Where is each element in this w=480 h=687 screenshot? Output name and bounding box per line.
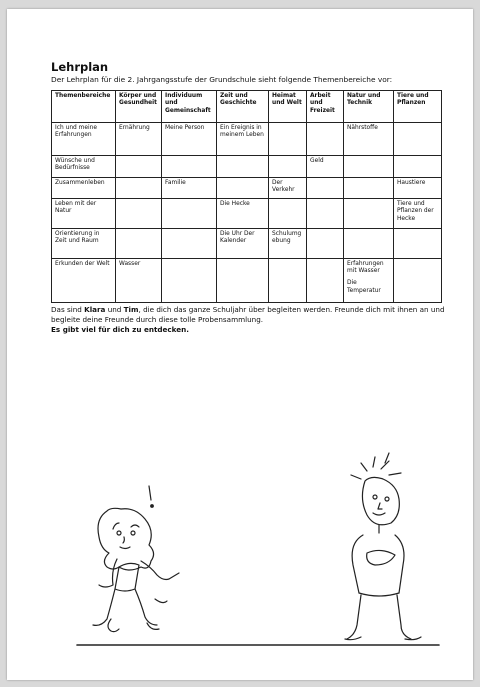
header-cell: Themenbereiche xyxy=(52,91,116,123)
boy-figure xyxy=(345,453,421,640)
table-cell: Tiere und Pflanzen der Hecke xyxy=(394,199,442,229)
table-cell: Leben mit der Natur xyxy=(52,199,116,229)
table-row xyxy=(52,259,442,303)
table-cell xyxy=(116,178,162,199)
table-cell: Die Uhr Der Kalender xyxy=(217,229,269,259)
table-cell xyxy=(344,229,394,259)
table-cell xyxy=(116,156,162,178)
header-cell: Natur und Technik xyxy=(344,91,394,123)
closing-text: , die dich das ganze Schuljahr über begleiten werden. Freunde dich mit ihnen an und begleite deine Freunde durch diese tolle Probensammlung. xyxy=(51,305,445,324)
name-klara: Klara xyxy=(84,305,106,314)
table-cell: Der Verkehr xyxy=(269,178,307,199)
table-row xyxy=(52,178,442,199)
closing-paragraph xyxy=(51,305,451,335)
table-cell: Ich und meine Erfahrungen xyxy=(52,123,116,156)
header-cell: Körper und Gesundheit xyxy=(116,91,162,123)
girl-figure xyxy=(93,486,179,632)
name-tim: Tim xyxy=(123,305,139,314)
table-cell: Orientierung in Zeit und Raum xyxy=(52,229,116,259)
table-cell xyxy=(394,156,442,178)
table-cell xyxy=(116,229,162,259)
table-cell-text: Erfahrungen mit Wasser xyxy=(347,260,384,275)
table-cell xyxy=(217,178,269,199)
document-page xyxy=(7,9,473,680)
table-cell: Familie xyxy=(162,178,217,199)
table-cell xyxy=(162,156,217,178)
table-cell xyxy=(307,259,344,303)
table-row xyxy=(52,229,442,259)
table-row xyxy=(52,123,442,156)
table-cell: Meine Person xyxy=(162,123,217,156)
table-cell: Zusammenleben xyxy=(52,178,116,199)
table-cell: Geld xyxy=(307,156,344,178)
table-cell: Schulumgebung xyxy=(269,229,307,259)
page-heading: Lehrplan xyxy=(51,60,109,74)
closing-text: Das sind xyxy=(51,305,85,314)
table-cell xyxy=(344,156,394,178)
table-row xyxy=(52,199,442,229)
header-cell: Arbeit und Freizeit xyxy=(307,91,344,123)
header-cell: Tiere und Pflanzen xyxy=(394,91,442,123)
header-cell: Zeit und Geschichte xyxy=(217,91,269,123)
table-cell: Erkunden der Welt xyxy=(52,259,116,303)
table-cell xyxy=(307,178,344,199)
table-row xyxy=(52,156,442,178)
table-cell xyxy=(394,259,442,303)
header-cell: Heimat und Welt xyxy=(269,91,307,123)
table-cell xyxy=(162,199,217,229)
table-header-row xyxy=(52,91,442,123)
table-cell xyxy=(344,199,394,229)
closing-text: und xyxy=(105,305,124,314)
table-cell xyxy=(307,229,344,259)
table-cell xyxy=(394,229,442,259)
curriculum-table xyxy=(51,90,442,303)
table-cell: Ein Ereignis in meinem Leben xyxy=(217,123,269,156)
header-cell: Individuum und Gemeinschaft xyxy=(162,91,217,123)
table-cell xyxy=(162,229,217,259)
closing-emphasis: Es gibt viel für dich zu entdecken. xyxy=(51,324,189,334)
table-cell xyxy=(217,259,269,303)
table-cell: Haustiere xyxy=(394,178,442,199)
table-cell xyxy=(217,156,269,178)
table-cell xyxy=(394,123,442,156)
table-cell xyxy=(307,123,344,156)
table-cell xyxy=(269,123,307,156)
table-cell xyxy=(269,156,307,178)
table-cell xyxy=(162,259,217,303)
table-cell xyxy=(269,199,307,229)
table-cell: Wünsche und Bedürfnisse xyxy=(52,156,116,178)
table-cell xyxy=(116,199,162,229)
table-cell xyxy=(344,259,394,303)
table-cell xyxy=(307,199,344,229)
intro-text: Der Lehrplan für die 2. Jahrgangsstufe der Grundschule sieht folgende Themenbereiche vor: xyxy=(51,75,393,84)
table-cell xyxy=(269,259,307,303)
table-cell: Nährstoffe xyxy=(344,123,394,156)
table-cell-text: Die Temperatur xyxy=(347,280,381,295)
table-cell: Wasser xyxy=(116,259,162,303)
table-cell xyxy=(344,178,394,199)
table-cell: Die Hecke xyxy=(217,199,269,229)
table-cell: Ernährung xyxy=(116,123,162,156)
characters-illustration xyxy=(67,449,447,659)
